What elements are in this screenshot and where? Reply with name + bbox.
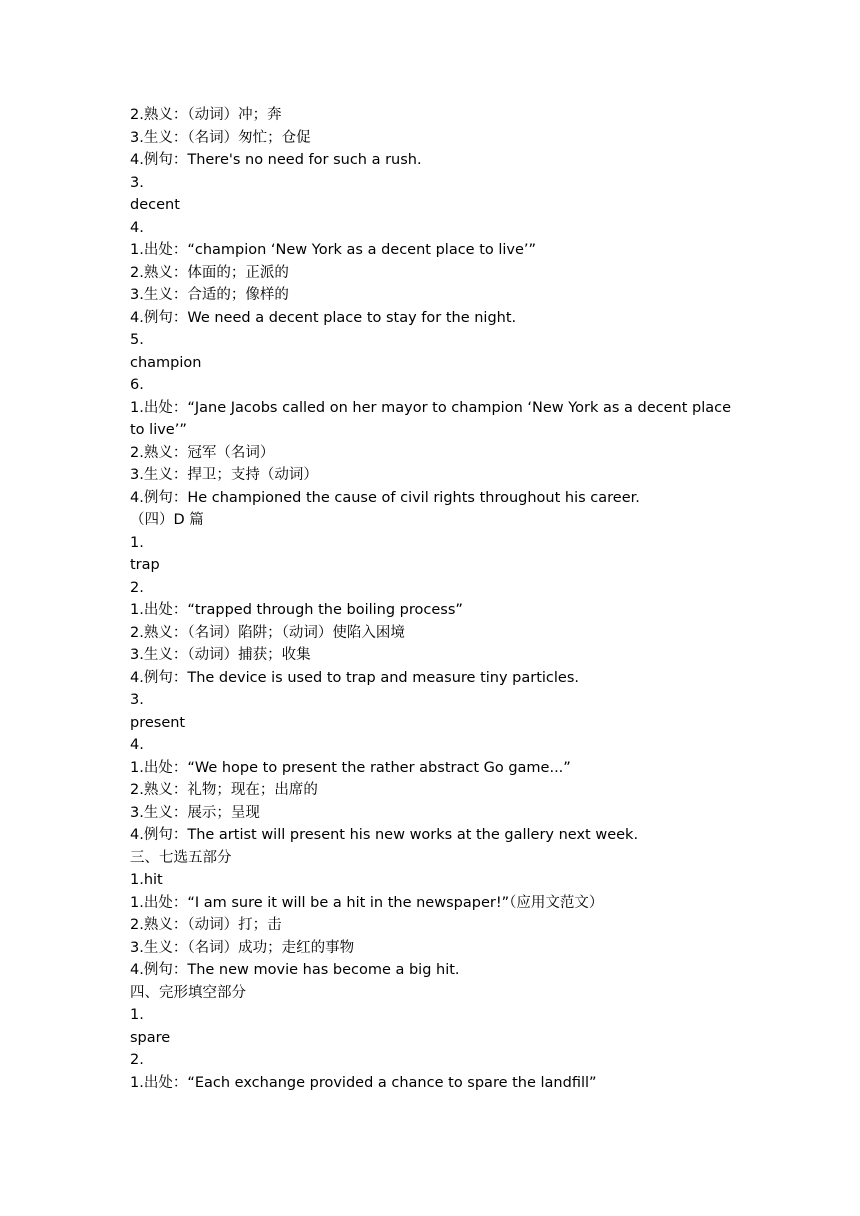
list-number: 6.	[130, 377, 144, 393]
text-line: 1.出处：“We hope to present the rather abstract Go game...”	[130, 759, 571, 776]
text-line: 3.生义：展示；呈现	[130, 804, 260, 821]
text-line: 3.生义：合适的；像样的	[130, 287, 289, 303]
list-number: 2.	[130, 1052, 144, 1068]
list-number: 3.	[130, 174, 144, 191]
text-line: 1.出处：“I am sure it will be a hit in the newspaper!”（应用文范文）	[130, 894, 604, 911]
vocab-word: champion	[130, 354, 202, 371]
text-line: 2.熟义：（名词）陷阱；（动词）使陷入困境	[130, 624, 405, 641]
vocab-word: decent	[130, 197, 180, 213]
text-line: 3.生义：捍卫；支持（动词）	[130, 467, 318, 483]
vocab-word: trap	[130, 557, 160, 573]
document-page	[130, 104, 750, 1094]
list-number: 1.	[130, 1007, 144, 1023]
vocab-word: present	[130, 714, 186, 731]
text-line: 2.熟义：（动词）打；击	[130, 917, 282, 933]
section-heading: （四）D 篇	[130, 512, 204, 528]
text-line: 3.生义：（动词）捕获；收集	[130, 647, 311, 663]
text-line: 1.出处：“Each exchange provided a chance to spare the landfill”	[130, 1074, 597, 1091]
list-number: 3.	[130, 692, 144, 708]
text-line: 4.例句：The new movie has become a big hit.	[130, 962, 460, 978]
list-number: 5.	[130, 332, 144, 348]
vocab-word: 1.hit	[130, 872, 163, 888]
text-line: 3.生义：（名词）成功；走红的事物	[130, 939, 355, 956]
text-line: 4.例句：We need a decent place to stay for the night.	[130, 309, 517, 326]
list-number: 4.	[130, 737, 144, 753]
section-heading: 四、完形填空部分	[130, 984, 246, 1001]
text-line: 2.熟义：冠军（名词）	[130, 444, 275, 461]
text-line: 1.出处：“trapped through the boiling process”	[130, 602, 463, 618]
text-line: 2.熟义：礼物；现在；出席的	[130, 782, 318, 798]
vocab-word: spare	[130, 1029, 171, 1046]
text-line: 2.熟义：（动词）冲；奔	[130, 107, 282, 123]
text-line: 4.例句：The device is used to trap and measure tiny particles.	[130, 669, 580, 686]
text-line: 4.例句：He championed the cause of civil rights throughout his career.	[130, 489, 640, 506]
text-line: 4.例句：There's no need for such a rush.	[130, 152, 422, 168]
list-number: 1.	[130, 534, 144, 551]
list-number: 2.	[130, 579, 144, 596]
section-heading: 三、七选五部分	[130, 849, 232, 866]
text-line: 1.出处：“Jane Jacobs called on her mayor to champion ‘New York as a decent place to live’”	[130, 399, 732, 438]
text-line: 4.例句：The artist will present his new works at the gallery next week.	[130, 827, 639, 843]
text-line: 2.熟义：体面的；正派的	[130, 264, 289, 281]
text-line: 1.出处：“champion ‘New York as a decent place to live’”	[130, 242, 537, 258]
list-number: 4.	[130, 219, 144, 236]
text-line: 3.生义：（名词）匆忙；仓促	[130, 129, 311, 146]
